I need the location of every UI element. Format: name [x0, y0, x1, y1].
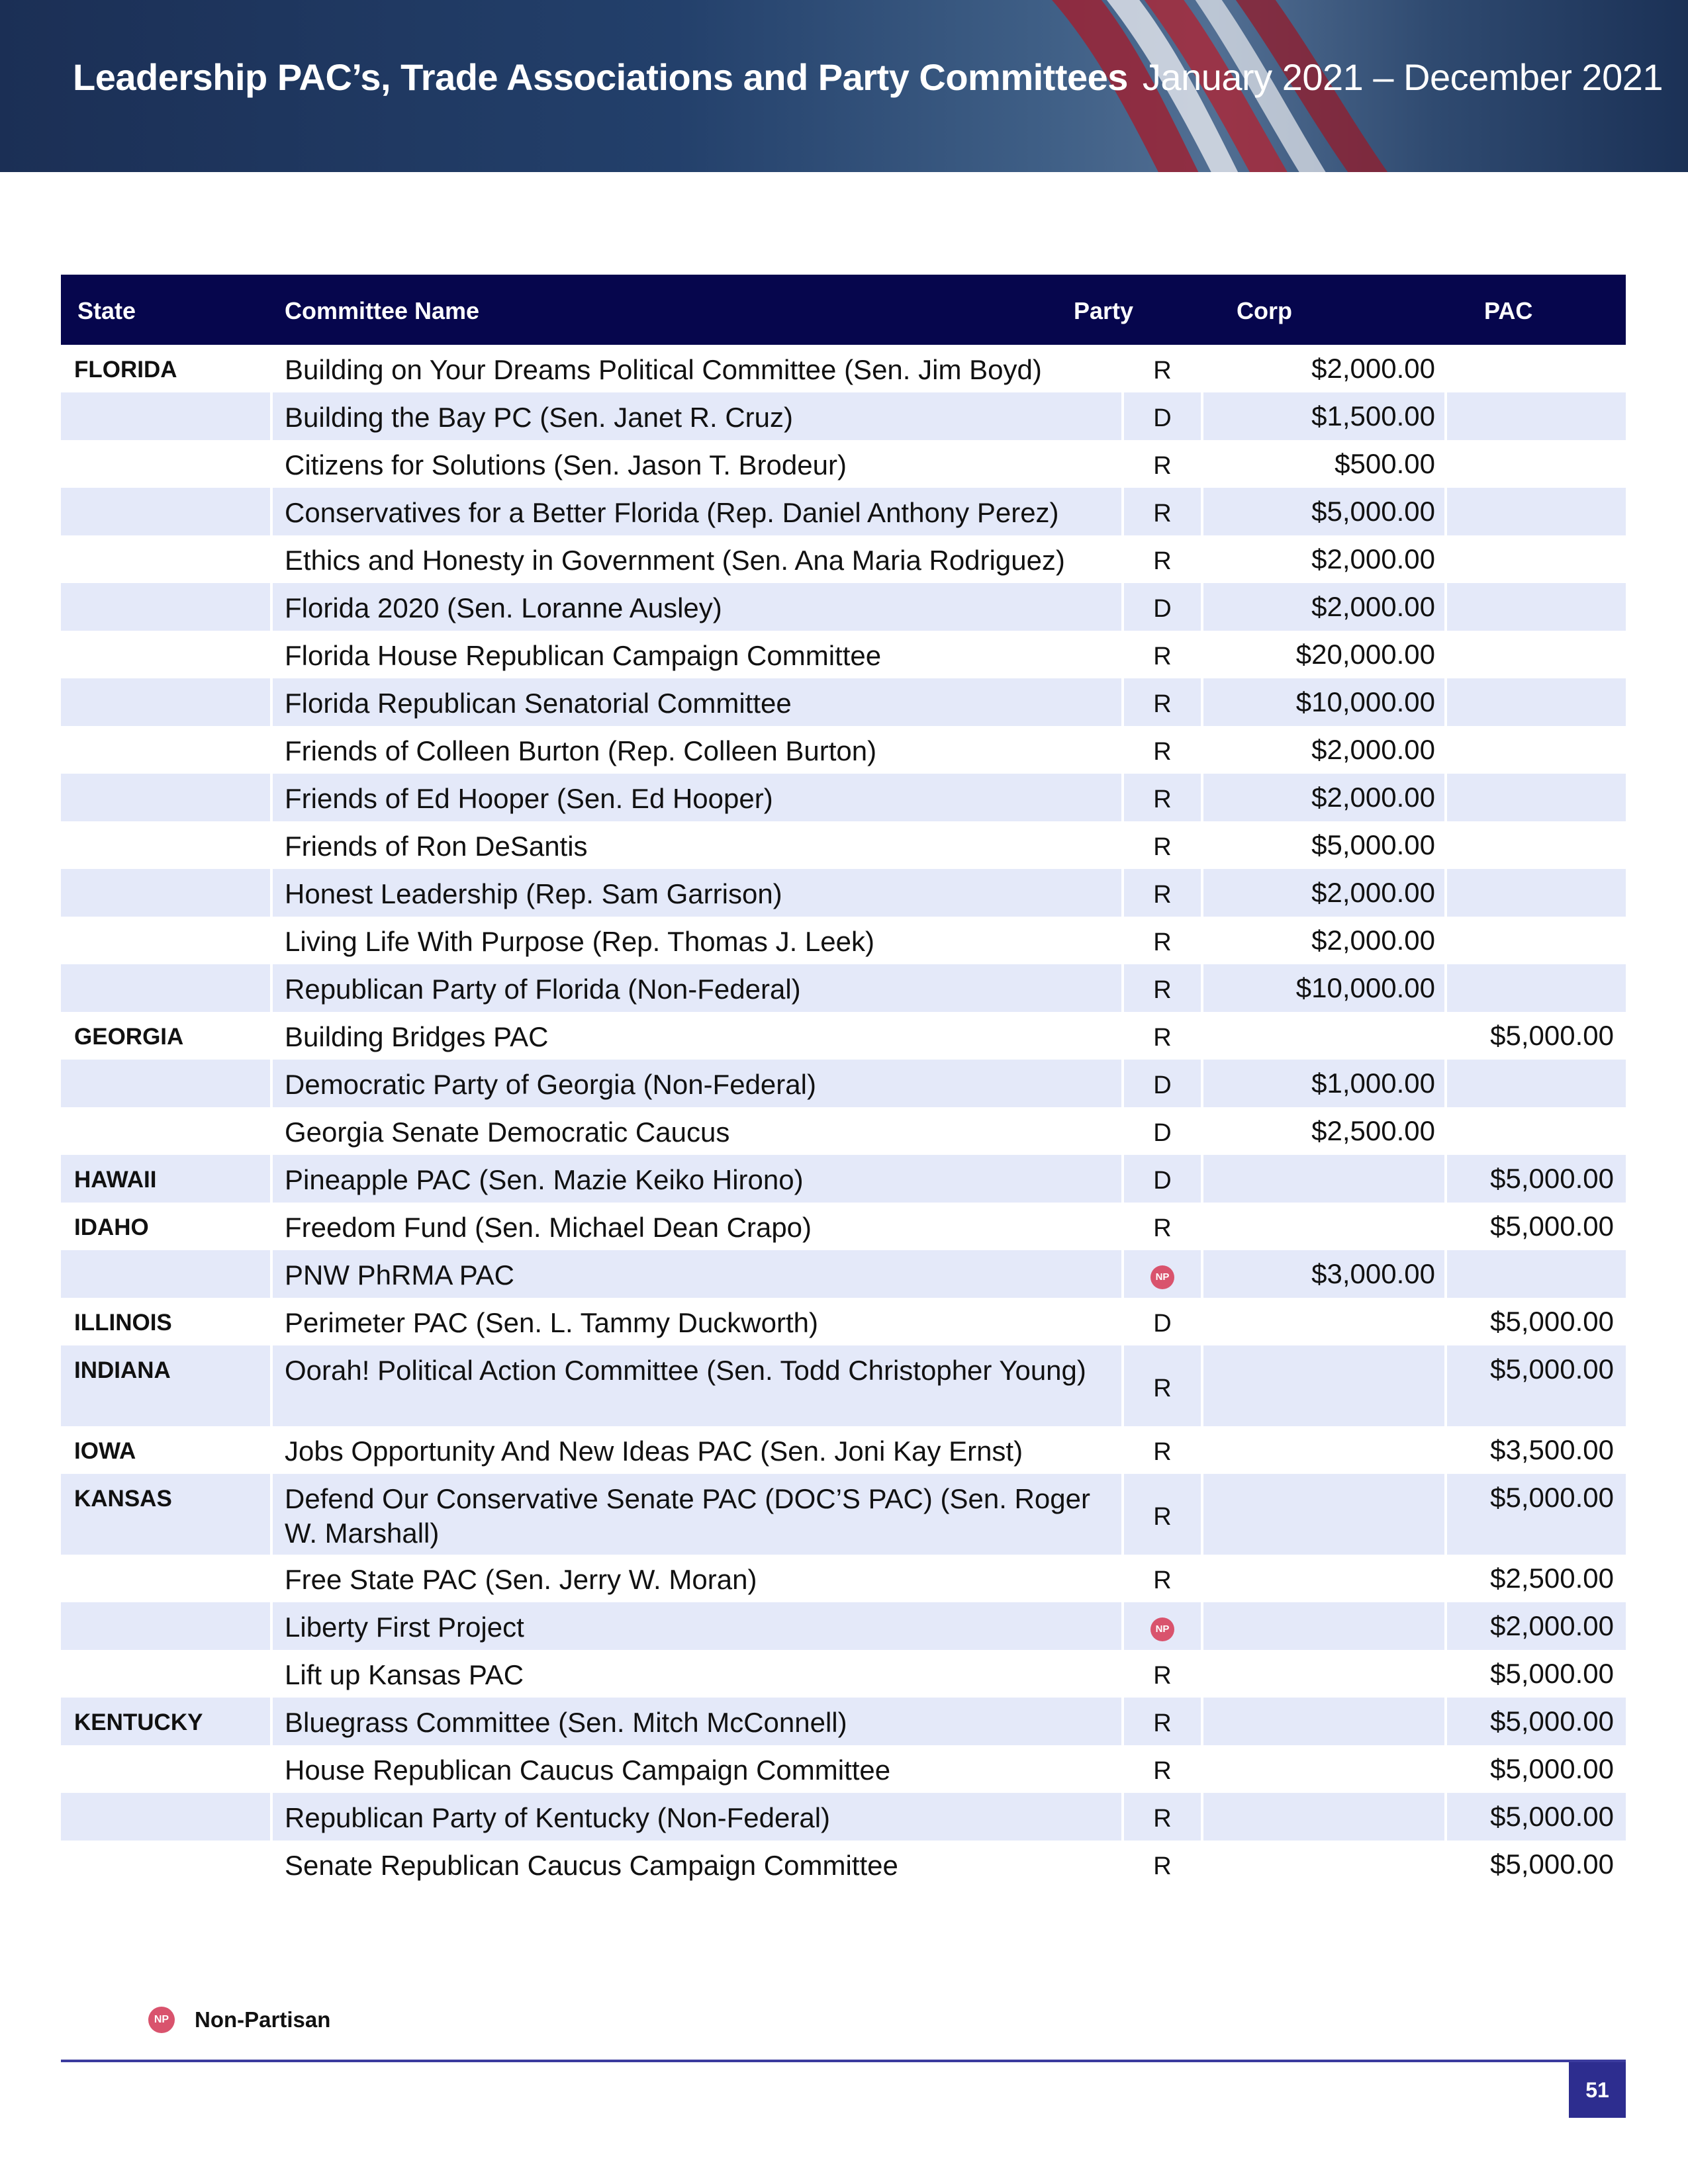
state-cell: INDIANA [74, 1357, 171, 1383]
table-row [61, 1426, 1626, 1474]
cell-background-state [61, 1250, 270, 1298]
corp-amount-cell: $20,000.00 [1295, 639, 1435, 670]
corp-amount-cell: $500.00 [1335, 448, 1435, 479]
committee-name-cell: Georgia Senate Democratic Caucus [285, 1116, 730, 1148]
title-text: Leadership PAC’s, Trade Associations and Party Committees [73, 56, 1128, 98]
cell-background-corp [1203, 1555, 1444, 1602]
table-row [61, 1250, 1626, 1298]
cell-background-corp [1203, 1203, 1444, 1250]
committee-name-cell: Friends of Ron DeSantis [285, 831, 588, 862]
cell-background-state [61, 535, 270, 583]
cell-background-state [61, 392, 270, 440]
column-header-pac: PAC [1484, 297, 1533, 324]
cell-background-state [61, 488, 270, 535]
cell-background-pac [1447, 440, 1626, 488]
table-row [61, 488, 1626, 535]
cell-background-corp [1203, 1650, 1444, 1698]
cell-background-corp [1203, 1298, 1444, 1345]
cell-background-state [61, 869, 270, 917]
committee-name-cell: Pineapple PAC (Sen. Mazie Keiko Hirono) [285, 1164, 804, 1195]
cell-background-corp [1203, 1012, 1444, 1060]
column-header-party: Party [1074, 297, 1134, 324]
committee-name-cell: Honest Leadership (Rep. Sam Garrison) [285, 878, 782, 909]
party-cell: D [1153, 1167, 1172, 1195]
corp-amount-cell: $2,000.00 [1311, 925, 1435, 956]
column-header-corp: Corp [1237, 297, 1292, 324]
party-cell: R [1153, 738, 1172, 766]
page-number: 51 [1569, 2062, 1626, 2118]
corp-amount-cell: $3,000.00 [1311, 1258, 1435, 1289]
table-row [61, 1203, 1626, 1250]
party-cell: R [1153, 643, 1172, 670]
cell-background-state [61, 1793, 270, 1841]
cell-background-state [61, 1602, 270, 1650]
corp-amount-cell: $2,500.00 [1311, 1115, 1435, 1146]
corp-amount-cell: $2,000.00 [1311, 353, 1435, 384]
cell-background-corp [1203, 1602, 1444, 1650]
state-cell: KANSAS [74, 1486, 172, 1512]
cell-background-pac [1447, 1107, 1626, 1155]
cell-background-pac [1447, 869, 1626, 917]
table-row [61, 535, 1626, 583]
cell-background-corp [1203, 1698, 1444, 1745]
cell-background-state [61, 726, 270, 774]
pac-amount-cell: $2,500.00 [1490, 1563, 1614, 1594]
committee-name-cell: Citizens for Solutions (Sen. Jason T. Brodeur) [285, 449, 847, 480]
committee-name-cell: Jobs Opportunity And New Ideas PAC (Sen. Joni Kay Ernst) [285, 1435, 1023, 1467]
committee-name-cell: Perimeter PAC (Sen. L. Tammy Duckworth) [285, 1307, 818, 1338]
table-row [61, 774, 1626, 821]
corp-amount-cell: $5,000.00 [1311, 496, 1435, 527]
pac-amount-cell: $5,000.00 [1490, 1353, 1614, 1385]
pac-amount-cell: $5,000.00 [1490, 1753, 1614, 1784]
pac-amount-cell: $5,000.00 [1490, 1163, 1614, 1194]
cell-background-pac [1447, 821, 1626, 869]
column-header-state: State [77, 297, 136, 324]
page-title [73, 56, 1663, 99]
header-banner [0, 0, 1688, 172]
non-partisan-badge-icon: NP [1150, 1617, 1174, 1641]
cell-background-state [61, 1650, 270, 1698]
table-row [61, 1602, 1626, 1650]
table-row [61, 1298, 1626, 1345]
party-cell: D [1153, 595, 1172, 623]
party-cell: R [1153, 452, 1172, 480]
table-row [61, 678, 1626, 726]
party-cell: R [1153, 1503, 1172, 1531]
table-row [61, 1841, 1626, 1888]
pac-amount-cell: $5,000.00 [1490, 1658, 1614, 1689]
committee-name-cell: Ethics and Honesty in Government (Sen. Ana Maria Rodriguez) [285, 545, 1065, 576]
committee-name-cell: Free State PAC (Sen. Jerry W. Moran) [285, 1564, 757, 1595]
cell-background-pac [1447, 774, 1626, 821]
legend [148, 2005, 330, 2034]
party-cell: R [1153, 357, 1172, 385]
committee-name-cell: Republican Party of Florida (Non-Federal) [285, 974, 801, 1005]
corp-amount-cell: $5,000.00 [1311, 829, 1435, 860]
cell-background-state [61, 1107, 270, 1155]
table-row [61, 1155, 1626, 1203]
committee-name-cell: Florida Republican Senatorial Committee [285, 688, 792, 719]
pac-amount-cell: $5,000.00 [1490, 1210, 1614, 1242]
corp-amount-cell: $1,000.00 [1311, 1068, 1435, 1099]
table-row [61, 1107, 1626, 1155]
party-cell: R [1153, 547, 1172, 575]
corp-amount-cell: $1,500.00 [1311, 400, 1435, 432]
non-partisan-badge-icon: NP [1150, 1265, 1174, 1289]
table-row [61, 964, 1626, 1012]
table-header [61, 275, 1626, 345]
party-cell: D [1153, 404, 1172, 432]
pac-amount-cell: $5,000.00 [1490, 1020, 1614, 1051]
table-row [61, 1698, 1626, 1745]
title-period: January 2021 – December 2021 [1142, 56, 1663, 98]
cell-background-pac [1447, 583, 1626, 631]
party-cell: D [1153, 1071, 1172, 1099]
cell-background-state [61, 631, 270, 678]
cell-background-corp [1203, 1345, 1444, 1426]
corp-amount-cell: $2,000.00 [1311, 877, 1435, 908]
cell-background-pac [1447, 1060, 1626, 1107]
table-row [61, 392, 1626, 440]
cell-background-state [61, 1060, 270, 1107]
table-body [61, 345, 1626, 1888]
party-cell: R [1153, 1805, 1172, 1833]
committee-name-cell: Friends of Ed Hooper (Sen. Ed Hooper) [285, 783, 773, 814]
corp-amount-cell: $2,000.00 [1311, 734, 1435, 765]
committee-name-cell: Building Bridges PAC [285, 1021, 549, 1052]
table-row [61, 726, 1626, 774]
committee-name-cell: Building on Your Dreams Political Committee (Sen. Jim Boyd) [285, 354, 1042, 385]
party-cell [1124, 1262, 1201, 1291]
cell-background-corp [1203, 1155, 1444, 1203]
pac-amount-cell: $5,000.00 [1490, 1306, 1614, 1337]
state-cell: GEORGIA [74, 1024, 184, 1050]
column-header-committee-name: Committee Name [285, 297, 480, 324]
cell-background-state [61, 583, 270, 631]
party-cell: R [1153, 1567, 1172, 1594]
table-row [61, 583, 1626, 631]
party-cell: R [1153, 1662, 1172, 1690]
cell-background-corp [1203, 1793, 1444, 1841]
corp-amount-cell: $2,000.00 [1311, 591, 1435, 622]
cell-background-state [61, 1745, 270, 1793]
party-cell: R [1153, 786, 1172, 813]
committee-name-cell: Liberty First Project [285, 1612, 524, 1643]
state-cell: HAWAII [74, 1167, 157, 1193]
party-cell: R [1153, 833, 1172, 861]
table-row [61, 1060, 1626, 1107]
party-cell [1124, 1614, 1201, 1643]
cell-background-state [61, 774, 270, 821]
committee-name-cell: Friends of Colleen Burton (Rep. Colleen Burton) [285, 735, 877, 766]
state-cell: FLORIDA [74, 357, 177, 383]
non-partisan-badge-icon: NP [148, 2007, 175, 2033]
party-cell: D [1153, 1119, 1172, 1147]
corp-amount-cell: $2,000.00 [1311, 782, 1435, 813]
corp-amount-cell: $10,000.00 [1295, 972, 1435, 1003]
party-cell: R [1153, 929, 1172, 956]
cell-background-corp [1203, 1745, 1444, 1793]
cell-background-corp [1203, 1426, 1444, 1474]
party-cell: R [1153, 881, 1172, 909]
state-cell: ILLINOIS [74, 1310, 172, 1336]
party-cell: D [1153, 1310, 1172, 1338]
party-cell: R [1153, 1757, 1172, 1785]
party-cell: R [1153, 690, 1172, 718]
table-row [61, 1012, 1626, 1060]
party-cell: R [1153, 500, 1172, 527]
pac-amount-cell: $5,000.00 [1490, 1482, 1614, 1513]
committee-name-cell: Conservatives for a Better Florida (Rep. Daniel Anthony Perez) [285, 497, 1059, 528]
cell-background-pac [1447, 535, 1626, 583]
cell-background-pac [1447, 678, 1626, 726]
party-cell: R [1153, 976, 1172, 1004]
table-row [61, 1793, 1626, 1841]
committee-name-cell: Defend Our Conservative Senate PAC (DOC’S PAC) (Sen. Roger W. Marshall) [285, 1483, 1090, 1549]
contributions-table [61, 275, 1626, 1888]
pac-amount-cell: $5,000.00 [1490, 1706, 1614, 1737]
cell-background-corp [1203, 1841, 1444, 1888]
cell-background-pac [1447, 488, 1626, 535]
table-row [61, 1345, 1626, 1426]
legend-label: Non-Partisan [195, 2007, 331, 2032]
party-cell: R [1153, 1214, 1172, 1242]
committee-name-cell: Florida 2020 (Sen. Loranne Ausley) [285, 592, 722, 623]
cell-background-pac [1447, 917, 1626, 964]
cell-background-state [61, 917, 270, 964]
table-row [61, 1745, 1626, 1793]
state-cell: IDAHO [74, 1214, 149, 1240]
committee-name-cell: Senate Republican Caucus Campaign Committee [285, 1850, 898, 1881]
committee-name-cell: Freedom Fund (Sen. Michael Dean Crapo) [285, 1212, 812, 1243]
committee-name-cell: Living Life With Purpose (Rep. Thomas J. Leek) [285, 926, 874, 957]
cell-background-pac [1447, 392, 1626, 440]
table-row [61, 631, 1626, 678]
pac-amount-cell: $2,000.00 [1490, 1610, 1614, 1641]
cell-background-state [61, 678, 270, 726]
committee-name-cell: House Republican Caucus Campaign Committee [285, 1754, 891, 1786]
table-row [61, 821, 1626, 869]
table-row [61, 440, 1626, 488]
table-row [61, 917, 1626, 964]
cell-background-state [61, 1555, 270, 1602]
committee-name-cell: Oorah! Political Action Committee (Sen. Todd Christopher Young) [285, 1355, 1086, 1386]
pac-amount-cell: $5,000.00 [1490, 1848, 1614, 1880]
committee-name-cell: Building the Bay PC (Sen. Janet R. Cruz) [285, 402, 794, 433]
table-row [61, 1555, 1626, 1602]
party-cell: R [1153, 1375, 1172, 1402]
footer-divider [61, 2060, 1626, 2062]
cell-background-state [61, 821, 270, 869]
cell-background-state [61, 440, 270, 488]
table-row [61, 1474, 1626, 1555]
pac-amount-cell: $5,000.00 [1490, 1801, 1614, 1832]
committee-name-cell: Lift up Kansas PAC [285, 1659, 524, 1690]
party-cell: R [1153, 1709, 1172, 1737]
table-row [61, 869, 1626, 917]
cell-background-corp [1203, 1474, 1444, 1555]
party-cell: R [1153, 1438, 1172, 1466]
corp-amount-cell: $2,000.00 [1311, 543, 1435, 574]
cell-background-pac [1447, 345, 1626, 392]
committee-name-cell: Democratic Party of Georgia (Non-Federal) [285, 1069, 816, 1100]
table-row [61, 1650, 1626, 1698]
corp-amount-cell: $10,000.00 [1295, 686, 1435, 717]
cell-background-state [61, 964, 270, 1012]
cell-background-pac [1447, 631, 1626, 678]
committee-name-cell: PNW PhRMA PAC [285, 1259, 514, 1291]
committee-name-cell: Florida House Republican Campaign Committee [285, 640, 882, 671]
committee-name-cell: Bluegrass Committee (Sen. Mitch McConnell) [285, 1707, 847, 1738]
state-cell: IOWA [74, 1438, 136, 1464]
cell-background-pac [1447, 726, 1626, 774]
party-cell: R [1153, 1024, 1172, 1052]
committee-name-cell: Republican Party of Kentucky (Non-Federal) [285, 1802, 831, 1833]
table-row [61, 345, 1626, 392]
cell-background-pac [1447, 1250, 1626, 1298]
state-cell: KENTUCKY [74, 1709, 203, 1735]
cell-background-pac [1447, 964, 1626, 1012]
cell-background-state [61, 1841, 270, 1888]
pac-amount-cell: $3,500.00 [1490, 1434, 1614, 1465]
party-cell: R [1153, 1852, 1172, 1880]
